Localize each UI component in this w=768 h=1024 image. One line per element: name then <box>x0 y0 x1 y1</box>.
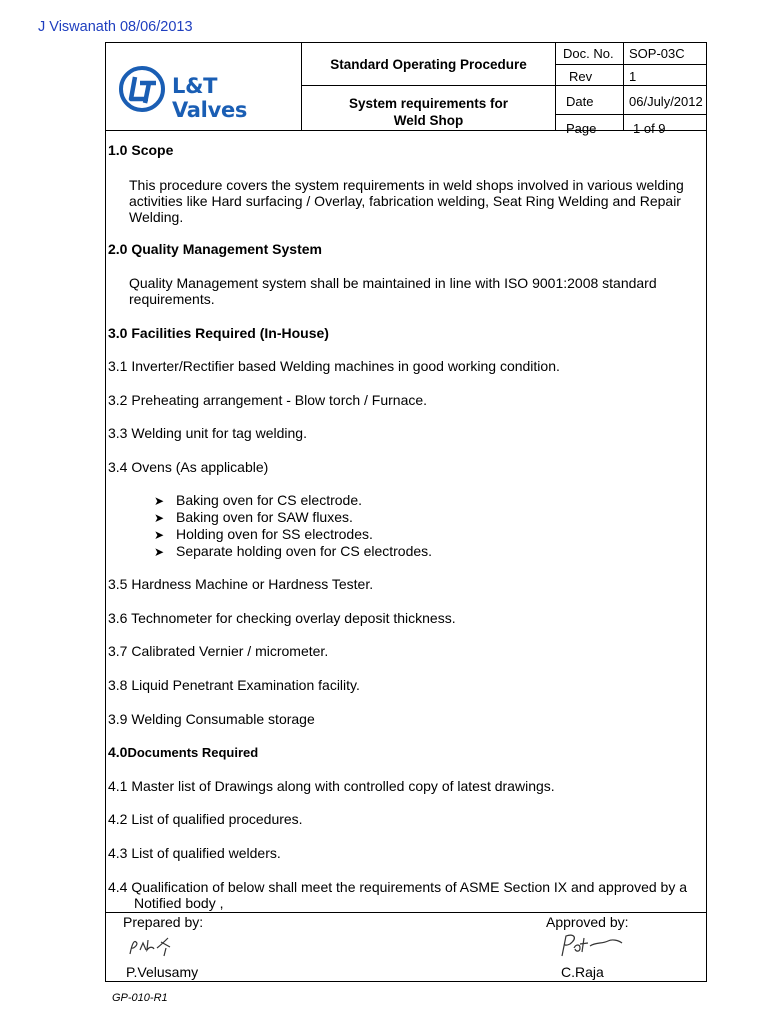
item-4-2: 4.2 List of qualified procedures. <box>108 811 303 827</box>
section-2-heading: 2.0 Quality Management System <box>108 241 322 257</box>
header-bottom-line <box>106 130 706 131</box>
oven-bullet-4 <box>154 543 432 561</box>
item-3-1: 3.1 Inverter/Rectifier based Welding machines in good working condition. <box>108 358 560 374</box>
page-label: Page <box>566 121 597 136</box>
oven-bullet-1 <box>154 492 362 510</box>
doc-no-label: Doc. No. <box>563 46 614 61</box>
section-4-number: 4.0 <box>108 744 128 760</box>
document-subject-line-1: System requirements for <box>348 96 509 111</box>
section-1-heading: 1.0 Scope <box>108 142 174 158</box>
date-value: 06/July/2012 <box>629 94 703 109</box>
rev-label: Rev <box>569 69 593 84</box>
rev-value: 1 <box>629 69 637 84</box>
section-1-body-line-3: Welding. <box>129 209 184 225</box>
oven-bullet-text: Separate holding oven for CS electrodes. <box>176 543 433 559</box>
arrow-bullet-icon: ➤ <box>154 545 165 559</box>
approved-signature <box>556 930 636 960</box>
prepared-by-label: Prepared by: <box>123 914 204 930</box>
oven-bullet-text: Baking oven for CS electrode. <box>176 492 362 508</box>
item-3-3: 3.3 Welding unit for tag welding. <box>108 425 307 441</box>
item-4-3: 4.3 List of qualified welders. <box>108 845 281 861</box>
arrow-bullet-icon: ➤ <box>154 494 165 508</box>
item-3-2: 3.2 Preheating arrangement - Blow torch / Furnace. <box>108 392 428 408</box>
handwritten-annotation: J Viswanath 08/06/2013 <box>38 19 193 35</box>
form-code: GP-010-R1 <box>112 992 168 1004</box>
item-4-4-line-1: 4.4 Qualification of below shall meet the requirements of ASME Section IX and approved by a <box>108 879 687 895</box>
item-3-4: 3.4 Ovens (As applicable) <box>108 459 269 475</box>
item-3-7: 3.7 Calibrated Vernier / micrometer. <box>108 643 329 659</box>
item-4-1: 4.1 Master list of Drawings along with controlled copy of latest drawings. <box>108 778 555 794</box>
prepared-signature <box>126 934 196 960</box>
oven-bullet-text: Baking oven for SAW fluxes. <box>176 509 353 525</box>
section-1-body-line-2: activities like Hard surfacing / Overlay, fabrication welding, Seat Ring Welding and Repair <box>129 193 681 209</box>
approved-by-label: Approved by: <box>546 914 629 930</box>
item-4-4-line-2: Notified body , <box>134 895 224 911</box>
logo-text: L&T Valves <box>172 74 248 122</box>
item-3-6: 3.6 Technometer for checking overlay deposit thickness. <box>108 610 456 626</box>
prepared-by-name: P.Velusamy <box>126 964 199 980</box>
document-type-title: Standard Operating Procedure <box>330 57 527 72</box>
oven-bullet-2 <box>154 509 353 527</box>
company-logo <box>118 65 293 122</box>
header-mid-line <box>301 85 706 86</box>
doc-no-value: SOP-03C <box>629 46 685 61</box>
arrow-bullet-icon: ➤ <box>154 511 165 525</box>
document-subject-line-2: Weld Shop <box>393 113 464 128</box>
header-divider-values <box>623 43 624 130</box>
item-3-5: 3.5 Hardness Machine or Hardness Tester. <box>108 576 374 592</box>
section-3-heading: 3.0 Facilities Required (In-House) <box>108 325 329 341</box>
header-row-line-1 <box>555 64 706 65</box>
page-value: 1 of 9 <box>633 121 666 136</box>
section-4-heading <box>108 744 258 762</box>
item-3-9: 3.9 Welding Consumable storage <box>108 711 315 727</box>
header-row-line-3 <box>555 114 706 115</box>
section-4-title: Documents Required <box>127 745 259 760</box>
section-2-body-line-1: Quality Management system shall be maintained in line with ISO 9001:2008 standard <box>129 275 657 291</box>
section-1-body-line-1: This procedure covers the system requirements in weld shops involved in various welding <box>129 177 684 193</box>
header-divider-labels <box>555 43 556 130</box>
oven-bullet-text: Holding oven for SS electrodes. <box>176 526 373 542</box>
document-frame <box>105 42 707 982</box>
approved-by-name: C.Raja <box>561 964 604 980</box>
item-3-8: 3.8 Liquid Penetrant Examination facility. <box>108 677 360 693</box>
oven-bullet-3 <box>154 526 373 544</box>
section-2-body-line-2: requirements. <box>129 291 215 307</box>
arrow-bullet-icon: ➤ <box>154 528 165 542</box>
signature-block-line <box>106 912 706 913</box>
date-label: Date <box>566 94 594 109</box>
lt-logo-icon <box>118 65 166 113</box>
